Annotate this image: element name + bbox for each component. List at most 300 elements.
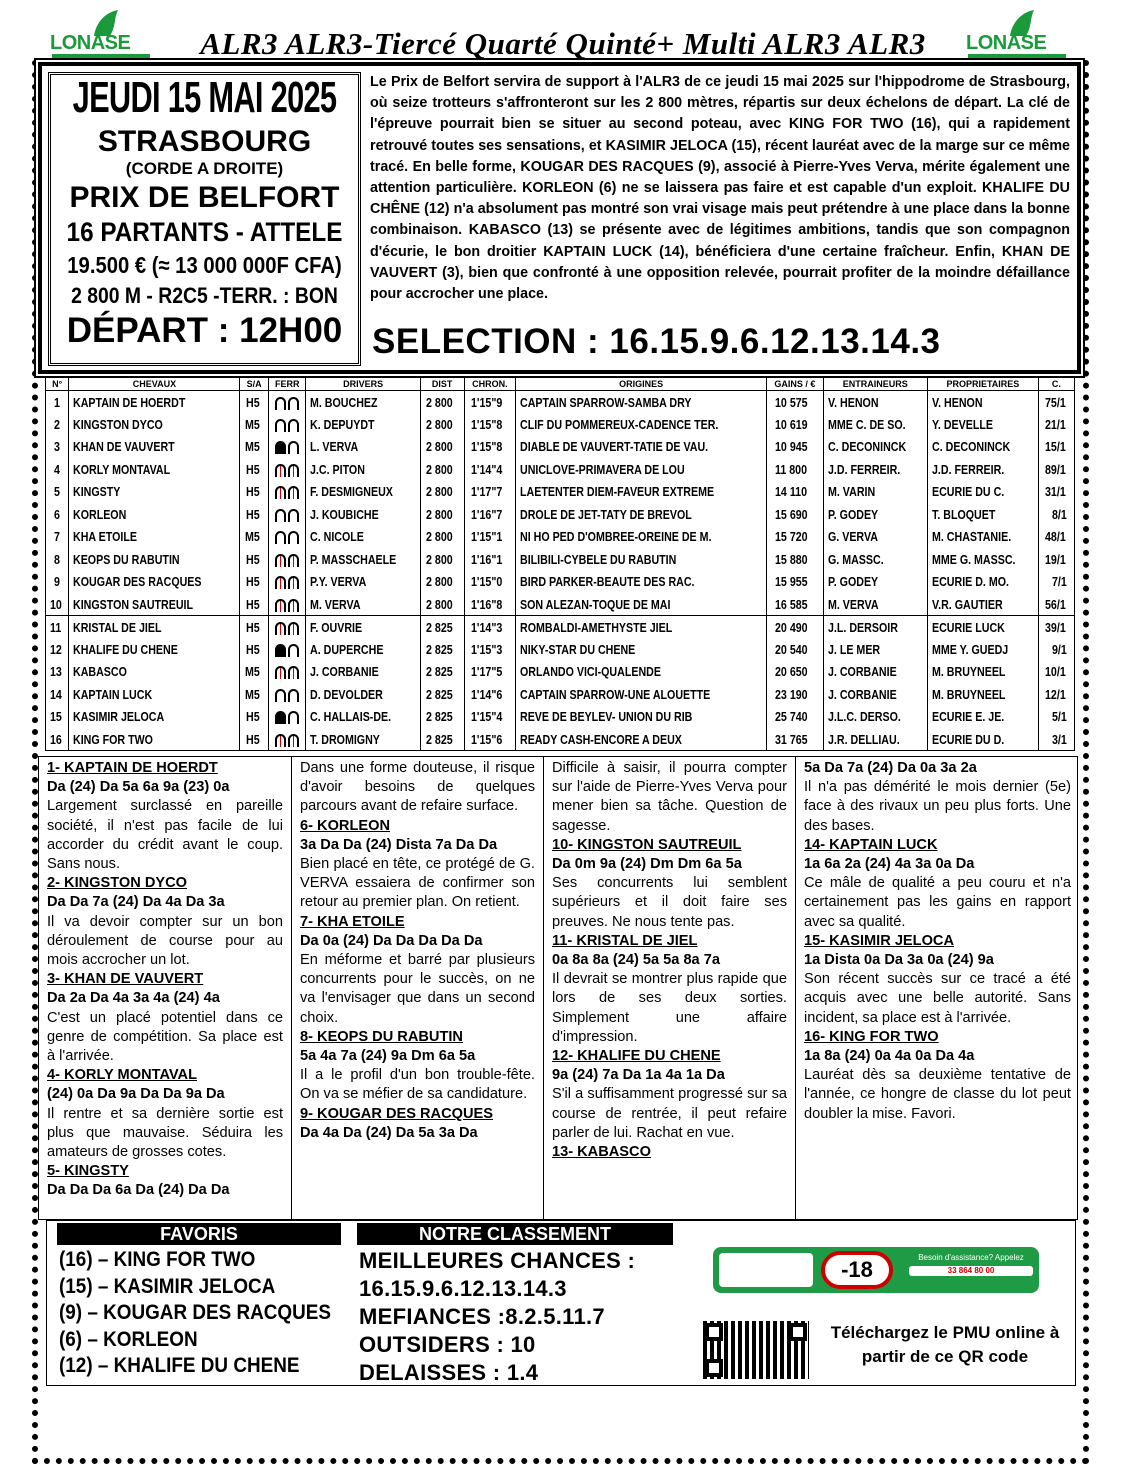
cell-proprio: T. BLOQUET — [927, 503, 1038, 526]
qr-caption: Téléchargez le PMU online à partir de ce QR code — [830, 1323, 1060, 1366]
comment-heading: 1- KAPTAIN DE HOERDT — [47, 760, 218, 776]
classement-list — [359, 1247, 635, 1387]
cell-origine: BILIBILI-CYBELE DU RABUTIN — [516, 548, 767, 571]
table-row — [46, 728, 1075, 751]
cell-driver: J. CORBANIE — [306, 661, 420, 684]
table-row — [46, 458, 1075, 481]
cell-sa: H5 — [240, 391, 269, 414]
table-row — [46, 526, 1075, 549]
cell-cheval: KAPTAIN DE HOERDT — [69, 391, 240, 414]
cell-chron: 1'16"8 — [464, 593, 516, 616]
shoe-icon — [288, 531, 299, 544]
comment-perf: 1a 8a (24) 0a 4a 0a Da 4a — [804, 1048, 975, 1065]
table-header: DRIVERS — [306, 378, 420, 391]
cell-proprio: V.R. GAUTIER — [927, 593, 1038, 616]
cell-cote: 89/1 — [1038, 458, 1074, 481]
table-header: S/A — [240, 378, 269, 391]
comment-heading: 13- KABASCO — [552, 1144, 651, 1161]
cell-gains: 10 575 — [767, 391, 823, 414]
lonase-logo-right — [966, 8, 1070, 58]
comment-text: En méforme et barré par plusieurs concurrents pour le succès, on ne va l'envisager que dans un second choix. — [300, 952, 535, 1026]
comment-text: Son récent succès sur ce tracé a été acquis avec une belle autorité. Sans incident, sa place est à l'arrivée. — [804, 971, 1071, 1026]
cell-cote: 9/1 — [1038, 638, 1074, 661]
cell-origine: CAPTAIN SPARROW-SAMBA DRY — [516, 391, 767, 414]
cell-sa: H5 — [240, 481, 269, 504]
table-row — [46, 391, 1075, 414]
cell-ferr — [268, 413, 306, 436]
cell-ferr — [268, 706, 306, 729]
shoe-removed-icon — [288, 464, 299, 477]
comments-section — [38, 756, 1078, 1220]
cell-origine: DROLE DE JET-TATY DE BREVOL — [516, 503, 767, 526]
table-header: C. — [1038, 378, 1074, 391]
favoris-list — [59, 1247, 331, 1380]
cell-driver: M. VERVA — [306, 593, 420, 616]
cell-n: 5 — [46, 481, 69, 504]
cell-proprio: ECURIE D. MO. — [927, 571, 1038, 594]
cell-proprio: M. BRUYNEEL — [927, 661, 1038, 684]
comment-perf: Da 2a Da 4a 3a 4a (24) 4a — [47, 990, 220, 1007]
cell-cote: 7/1 — [1038, 571, 1074, 594]
table-row — [46, 503, 1075, 526]
shoe-removed-icon — [288, 622, 299, 635]
comment-heading: 15- KASIMIR JELOCA — [804, 932, 955, 949]
cell-cheval: KABASCO — [69, 661, 240, 684]
cell-sa: H5 — [240, 571, 269, 594]
cell-cheval: KAPTAIN LUCK — [69, 683, 240, 706]
table-row — [46, 706, 1075, 729]
table-row — [46, 638, 1075, 661]
table-row — [46, 616, 1075, 639]
cell-dist: 2 800 — [420, 458, 464, 481]
cell-sa: M5 — [240, 683, 269, 706]
comment-heading: 10- KINGSTON SAUTREUIL — [552, 836, 742, 853]
race-corde: (CORDE A DROITE) — [125, 159, 284, 178]
cell-cheval: KASIMIR JELOCA — [69, 706, 240, 729]
comment-heading: 4- KORLY MONTAVAL — [47, 1067, 197, 1084]
comment-perf: Da Da Da 6a Da (24) Da Da — [47, 1182, 230, 1199]
cell-sa: M5 — [240, 413, 269, 436]
cell-proprio: ECURIE E. JE. — [927, 706, 1038, 729]
shoe-icon — [288, 509, 299, 522]
cell-cote: 48/1 — [1038, 526, 1074, 549]
cell-dist: 2 800 — [420, 548, 464, 571]
cell-proprio: ECURIE DU C. — [927, 481, 1038, 504]
cell-ferr — [268, 638, 306, 661]
favoris-title: FAVORIS — [57, 1223, 341, 1245]
shoe-icon — [275, 509, 286, 522]
cell-gains: 15 880 — [767, 548, 823, 571]
favori-item: (9) – KOUGAR DES RACQUES — [59, 1301, 331, 1324]
shoe-filled-icon — [275, 441, 286, 454]
comment-heading: 5- KINGSTY — [47, 1163, 129, 1180]
cell-entraineur: J. CORBANIE — [823, 683, 927, 706]
logo-text: LONASE — [966, 32, 1047, 54]
cell-driver: C. NICOLE — [306, 526, 420, 549]
table-header: PROPRIETAIRES — [927, 378, 1038, 391]
cell-sa: H5 — [240, 706, 269, 729]
comments-column-3 — [543, 757, 795, 1221]
cell-proprio: C. DECONINCK — [927, 436, 1038, 459]
shoe-icon — [275, 397, 286, 410]
cell-entraineur: J. LE MER — [823, 638, 927, 661]
cell-gains: 20 490 — [767, 616, 823, 639]
right-dotted-border — [1083, 60, 1091, 1465]
table-header: ENTRAINEURS — [823, 378, 927, 391]
shoe-removed-icon — [288, 599, 299, 612]
comment-perf: 9a (24) 7a Da 1a 4a 1a Da — [552, 1067, 725, 1084]
cell-origine: READY CASH-ENCORE A DEUX — [516, 728, 767, 751]
cell-ferr — [268, 593, 306, 616]
selection: SELECTION : 16.15.9.6.12.13.14.3 — [372, 322, 941, 361]
comments-column-1 — [39, 757, 291, 1221]
cell-gains: 10 945 — [767, 436, 823, 459]
cell-entraineur: P. GODEY — [823, 503, 927, 526]
shoe-removed-icon — [288, 486, 299, 499]
shoe-icon — [275, 419, 286, 432]
cell-n: 16 — [46, 728, 69, 751]
comment-perf: 5a 4a 7a (24) 9a Dm 6a 5a — [300, 1048, 476, 1065]
comment-heading: 11- KRISTAL DE JIEL — [552, 932, 698, 949]
table-header: N° — [46, 378, 69, 391]
shoe-removed-icon — [288, 666, 299, 679]
comment-text: Il a le profil d'un bon trouble-fête. On va se méfier de sa candidature. — [300, 1067, 535, 1103]
cell-driver: P.Y. VERVA — [306, 571, 420, 594]
cell-gains: 31 765 — [767, 728, 823, 751]
cell-entraineur: M. VARIN — [823, 481, 927, 504]
cell-entraineur: V. HENON — [823, 391, 927, 414]
favori-item: (15) – KASIMIR JELOCA — [59, 1274, 276, 1298]
cell-n: 11 — [46, 616, 69, 639]
comment-text: S'il a suffisamment progressé sur sa course de rentrée, il peut refaire parler de lui. Rachat en vue. — [552, 1086, 787, 1141]
comment-text: Ses concurrents lui semblent supérieurs et il doit faire ses preuves. Ne nous tente pas. — [552, 875, 787, 930]
cell-origine: BIRD PARKER-BEAUTE DES RAC. — [516, 571, 767, 594]
cell-origine: DIABLE DE VAUVERT-TATIE DE VAU. — [516, 436, 767, 459]
cell-cheval: KINGSTON SAUTREUIL — [69, 593, 240, 616]
race-city: STRASBOURG — [97, 125, 312, 158]
table-row — [46, 661, 1075, 684]
cell-n: 12 — [46, 638, 69, 661]
help-text: Besoin d'assistance? Appelez 33 864 80 00 — [909, 1253, 1033, 1276]
cell-dist: 2 800 — [420, 526, 464, 549]
cell-cheval: KEOPS DU RABUTIN — [69, 548, 240, 571]
cell-cote: 31/1 — [1038, 481, 1074, 504]
cell-gains: 15 720 — [767, 526, 823, 549]
cell-chron: 1'15"4 — [464, 706, 516, 729]
cell-sa: H5 — [240, 548, 269, 571]
cell-n: 6 — [46, 503, 69, 526]
cell-ferr — [268, 661, 306, 684]
cell-entraineur: M. VERVA — [823, 593, 927, 616]
cell-chron: 1'15"0 — [464, 571, 516, 594]
cell-sa: M5 — [240, 436, 269, 459]
comment-perf: 5a Da 7a (24) Da 0a 3a 2a — [804, 760, 977, 776]
cell-chron: 1'14"6 — [464, 683, 516, 706]
cell-chron: 1'16"1 — [464, 548, 516, 571]
responsible-gaming-banner — [713, 1247, 1039, 1293]
cell-proprio: J.D. FERREIR. — [927, 458, 1038, 481]
cell-chron: 1'15"8 — [464, 436, 516, 459]
cell-ferr — [268, 526, 306, 549]
cell-n: 3 — [46, 436, 69, 459]
race-intro: Le Prix de Belfort servira de support à l'ALR3 de ce jeudi 15 mai 2025 sur l'hippodrome de Strasbourg, où seize trotteurs s'affronteront sur les 2 800 mètres, répartis sur deux échelons de départ. La clé de l'épreuve pourrait bien se situer au second poteau, avec KING FOR TWO (16), qui a rapidement retrouvé toutes ses sensations, et KASIMIR JELOCA (15), récent lauréat avec de la marge sur ce même tracé. En belle forme, KOUGAR DES RACQUES (9), associé à Pierre-Yves Verva, mérite également une attention particulière. KORLEON (6) ne se laissera pas faire et est capable d'un exploit. KHALIFE DU CHÊNE (12) n'a absolument pas montré son vrai visage mais peut prétendre à une place dans la bonne combinaison. KABASCO (13) se présente avec de légitimes ambitions, tandis que son compagnon d'écurie, le bon droitier KAPTAIN LUCK (14), bénéficiera d'une certaine fraîcheur. Enfin, KHAN DE VAUVERT (3), bien que confronté à une opposition relevée, pourrait profiter de la moindre défaillance pour accrocher une place. — [370, 74, 1070, 303]
cell-gains: 20 540 — [767, 638, 823, 661]
comment-heading: 16- KING FOR TWO — [804, 1028, 939, 1045]
cell-chron: 1'16"7 — [464, 503, 516, 526]
favori-item: (12) – KHALIFE DU CHENE — [59, 1354, 300, 1377]
cell-proprio: Y. DEVELLE — [927, 413, 1038, 436]
cell-proprio: ECURIE DU D. — [927, 728, 1038, 751]
cell-driver: A. DUPERCHE — [306, 638, 420, 661]
cell-cote: 56/1 — [1038, 593, 1074, 616]
cell-gains: 14 110 — [767, 481, 823, 504]
lonase-badge — [719, 1253, 813, 1287]
cell-gains: 16 585 — [767, 593, 823, 616]
runners-table — [45, 377, 1075, 751]
comment-text: C'est un placé potentiel dans ce genre de compétition. Sa place est à l'arrivée. — [47, 1009, 283, 1065]
shoe-removed-icon — [275, 554, 286, 567]
table-row — [46, 436, 1075, 459]
cell-entraineur: J.D. FERREIR. — [823, 458, 927, 481]
cell-origine: SON ALEZAN-TOQUE DE MAI — [516, 593, 767, 616]
comment-perf: Da 0a (24) Da Da Da Da Da — [300, 932, 483, 949]
cell-origine: REVE DE BEYLEV- UNION DU RIB — [516, 706, 767, 729]
shoe-removed-icon — [275, 666, 286, 679]
cell-cheval: KORLY MONTAVAL — [69, 458, 240, 481]
cell-driver: L. VERVA — [306, 436, 420, 459]
cell-cheval: KHA ETOILE — [69, 526, 240, 549]
cell-dist: 2 825 — [420, 638, 464, 661]
classement-title: NOTRE CLASSEMENT — [357, 1223, 673, 1245]
comment-perf: Da (24) Da 5a 6a 9a (23) 0a — [47, 779, 230, 796]
cell-entraineur: C. DECONINCK — [823, 436, 927, 459]
table-row — [46, 413, 1075, 436]
classement-line: MEILLEURES CHANCES : — [359, 1248, 636, 1273]
comment-perf: 1a 6a 2a (24) 4a 3a 0a Da — [804, 856, 975, 873]
race-distance: 2 800 M - R2C5 -TERR. : BON — [71, 283, 338, 308]
cell-driver: D. DEVOLDER — [306, 683, 420, 706]
cell-entraineur: J.R. DELLIAU. — [823, 728, 927, 751]
classement-line: OUTSIDERS : 10 — [359, 1332, 536, 1357]
cell-driver: F. OUVRIE — [306, 616, 420, 639]
cell-gains: 15 955 — [767, 571, 823, 594]
cell-chron: 1'15"6 — [464, 728, 516, 751]
cell-dist: 2 800 — [420, 593, 464, 616]
cell-cote: 8/1 — [1038, 503, 1074, 526]
cell-cheval: KINGSTON DYCO — [69, 413, 240, 436]
cell-entraineur: J.L.C. DERSO. — [823, 706, 927, 729]
table-header: CHRON. — [464, 378, 516, 391]
comment-heading: 8- KEOPS DU RABUTIN — [300, 1028, 463, 1045]
table-row — [46, 593, 1075, 616]
classement-line: 16.15.9.6.12.13.14.3 — [359, 1276, 567, 1301]
age-limit-badge: -18 — [821, 1251, 893, 1289]
shoe-icon — [288, 441, 299, 454]
cell-entraineur: G. VERVA — [823, 526, 927, 549]
cell-proprio: V. HENON — [927, 391, 1038, 414]
cell-ferr — [268, 683, 306, 706]
cell-origine: LAETENTER DIEM-FAVEUR EXTREME — [516, 481, 767, 504]
comment-text: Largement surclassé en pareille société, il n'est pas facile de lui accorder du crédit avant le coup. Sans nous. — [47, 798, 283, 873]
cell-driver: C. HALLAIS-DE. — [306, 706, 420, 729]
cell-driver: J. KOUBICHE — [306, 503, 420, 526]
classement-line: DELAISSES : 1.4 — [359, 1360, 539, 1385]
cell-ferr — [268, 571, 306, 594]
cell-dist: 2 825 — [420, 661, 464, 684]
cell-cote: 15/1 — [1038, 436, 1074, 459]
cell-gains: 15 690 — [767, 503, 823, 526]
cell-dist: 2 825 — [420, 683, 464, 706]
comment-heading: 3- KHAN DE VAUVERT — [47, 971, 204, 988]
cell-n: 7 — [46, 526, 69, 549]
cell-chron: 1'14"4 — [464, 458, 516, 481]
comment-text: Il devrait se montrer plus rapide que lors de ses deux sorties. Simplement une affaire d'impression. — [552, 971, 787, 1045]
comment-text: Il va devoir compter sur un bon déroulement de course pour au mois accrocher un lot. — [47, 913, 283, 969]
cell-n: 1 — [46, 391, 69, 414]
cell-cheval: KING FOR TWO — [69, 728, 240, 751]
cell-entraineur: MME C. DE SO. — [823, 413, 927, 436]
cell-ferr — [268, 503, 306, 526]
cell-gains: 10 619 — [767, 413, 823, 436]
cell-sa: H5 — [240, 458, 269, 481]
cell-cote: 19/1 — [1038, 548, 1074, 571]
cell-chron: 1'15"1 — [464, 526, 516, 549]
cell-dist: 2 800 — [420, 571, 464, 594]
cell-chron: 1'17"5 — [464, 661, 516, 684]
comment-text: Il n'a pas démérité le mois dernier (5e) face à des rivaux un peu plus forts. Une des bases. — [804, 779, 1071, 834]
shoe-icon — [288, 419, 299, 432]
cell-dist: 2 800 — [420, 481, 464, 504]
comment-heading: 6- KORLEON — [300, 817, 390, 834]
race-info-box — [48, 72, 361, 366]
comment-perf: Da 0m 9a (24) Dm Dm 6a 5a — [552, 856, 742, 873]
comment-perf: Da 4a Da (24) Da 5a 3a Da — [300, 1124, 478, 1141]
comment-text: Il rentre et sa dernière sortie est plus que mauvaise. Séduira les amateurs de grosses cotes. — [47, 1105, 283, 1161]
cell-sa: H5 — [240, 616, 269, 639]
shoe-removed-icon — [288, 576, 299, 589]
shoe-filled-icon — [275, 644, 286, 657]
cell-n: 2 — [46, 413, 69, 436]
cell-chron: 1'15"3 — [464, 638, 516, 661]
cell-cheval: KHALIFE DU CHENE — [69, 638, 240, 661]
race-date: JEUDI 15 MAI 2025 — [72, 73, 337, 122]
table-header: DIST — [420, 378, 464, 391]
comment-heading: 7- KHA ETOILE — [300, 913, 405, 930]
cell-entraineur: J.L. DERSOIR — [823, 616, 927, 639]
comment-heading: 2- KINGSTON DYCO — [47, 875, 188, 892]
page-title: ALR3 ALR3-Tiercé Quarté Quinté+ Multi ALR3 ALR3 — [200, 26, 926, 61]
cell-n: 10 — [46, 593, 69, 616]
cell-sa: H5 — [240, 728, 269, 751]
cell-gains: 25 740 — [767, 706, 823, 729]
cell-origine: CLIF DU POMMEREUX-CADENCE TER. — [516, 413, 767, 436]
race-partants: 16 PARTANTS - ATTELE — [66, 217, 343, 247]
comment-text: Difficile à saisir, il pourra compter sur l'aide de Pierre-Yves Verva pour mener bien sa tâche. Question de sagesse. — [552, 760, 787, 834]
cell-dist: 2 800 — [420, 391, 464, 414]
cell-origine: ORLANDO VICI-QUALENDE — [516, 661, 767, 684]
cell-cote: 21/1 — [1038, 413, 1074, 436]
classement-line: MEFIANCES :8.2.5.11.7 — [359, 1304, 605, 1329]
cell-dist: 2 825 — [420, 728, 464, 751]
race-header — [38, 62, 1081, 374]
cell-n: 14 — [46, 683, 69, 706]
cell-ferr — [268, 481, 306, 504]
cell-cote: 5/1 — [1038, 706, 1074, 729]
cell-driver: P. MASSCHAELE — [306, 548, 420, 571]
bottom-panel — [46, 1220, 1076, 1386]
cell-entraineur: J. CORBANIE — [823, 661, 927, 684]
cell-proprio: M. CHASTANIE. — [927, 526, 1038, 549]
cell-sa: H5 — [240, 503, 269, 526]
cell-n: 4 — [46, 458, 69, 481]
comments-column-2 — [291, 757, 543, 1221]
cell-sa: H5 — [240, 638, 269, 661]
cell-ferr — [268, 616, 306, 639]
cell-chron: 1'17"7 — [464, 481, 516, 504]
cell-ferr — [268, 728, 306, 751]
cell-n: 15 — [46, 706, 69, 729]
cell-origine: NI HO PED D'OMBREE-OREINE DE M. — [516, 526, 767, 549]
cell-proprio: ECURIE LUCK — [927, 616, 1038, 639]
shoe-icon — [275, 531, 286, 544]
shoe-removed-icon — [275, 576, 286, 589]
cell-origine: ROMBALDI-AMETHYSTE JIEL — [516, 616, 767, 639]
cell-cote: 75/1 — [1038, 391, 1074, 414]
comment-perf: 1a Dista 0a Da 3a 0a (24) 9a — [804, 952, 994, 969]
cell-cote: 10/1 — [1038, 661, 1074, 684]
cell-n: 8 — [46, 548, 69, 571]
cell-driver: F. DESMIGNEUX — [306, 481, 420, 504]
cell-n: 13 — [46, 661, 69, 684]
shoe-icon — [288, 711, 299, 724]
table-header: GAINS / € — [767, 378, 823, 391]
cell-dist: 2 800 — [420, 503, 464, 526]
race-depart: DÉPART : 12H00 — [66, 311, 343, 350]
race-dotation: 19.500 € (≈ 13 000 000F CFA) — [67, 252, 342, 278]
cell-ferr — [268, 391, 306, 414]
cell-proprio: M. BRUYNEEL — [927, 683, 1038, 706]
cell-proprio: MME Y. GUEDJ — [927, 638, 1038, 661]
cell-ferr — [268, 548, 306, 571]
cell-cote: 39/1 — [1038, 616, 1074, 639]
cell-origine: CAPTAIN SPARROW-UNE ALOUETTE — [516, 683, 767, 706]
qr-code[interactable] — [703, 1321, 809, 1379]
cell-ferr — [268, 436, 306, 459]
shoe-icon — [288, 397, 299, 410]
favori-item: (16) – KING FOR TWO — [59, 1248, 256, 1271]
shoe-removed-icon — [275, 486, 286, 499]
table-header: FERR — [268, 378, 306, 391]
logo-text: LONASE — [50, 32, 131, 54]
comment-text: Dans une forme douteuse, il risque d'avoir besoins de quelques parcours avant de refaire surface. — [300, 760, 535, 815]
table-header: CHEVAUX — [69, 378, 240, 391]
comments-column-4 — [795, 757, 1079, 1221]
cell-cote: 12/1 — [1038, 683, 1074, 706]
cell-entraineur: P. GODEY — [823, 571, 927, 594]
shoe-filled-icon — [275, 711, 286, 724]
shoe-removed-icon — [288, 734, 299, 747]
shoe-removed-icon — [275, 599, 286, 612]
comment-heading: 14- KAPTAIN LUCK — [804, 836, 938, 853]
shoe-removed-icon — [275, 622, 286, 635]
cell-driver: M. BOUCHEZ — [306, 391, 420, 414]
bottom-dotted-border — [32, 1458, 1089, 1464]
lonase-logo-left — [50, 8, 154, 58]
cell-chron: 1'14"3 — [464, 616, 516, 639]
table-row — [46, 683, 1075, 706]
cell-cheval: KINGSTY — [69, 481, 240, 504]
cell-sa: H5 — [240, 593, 269, 616]
